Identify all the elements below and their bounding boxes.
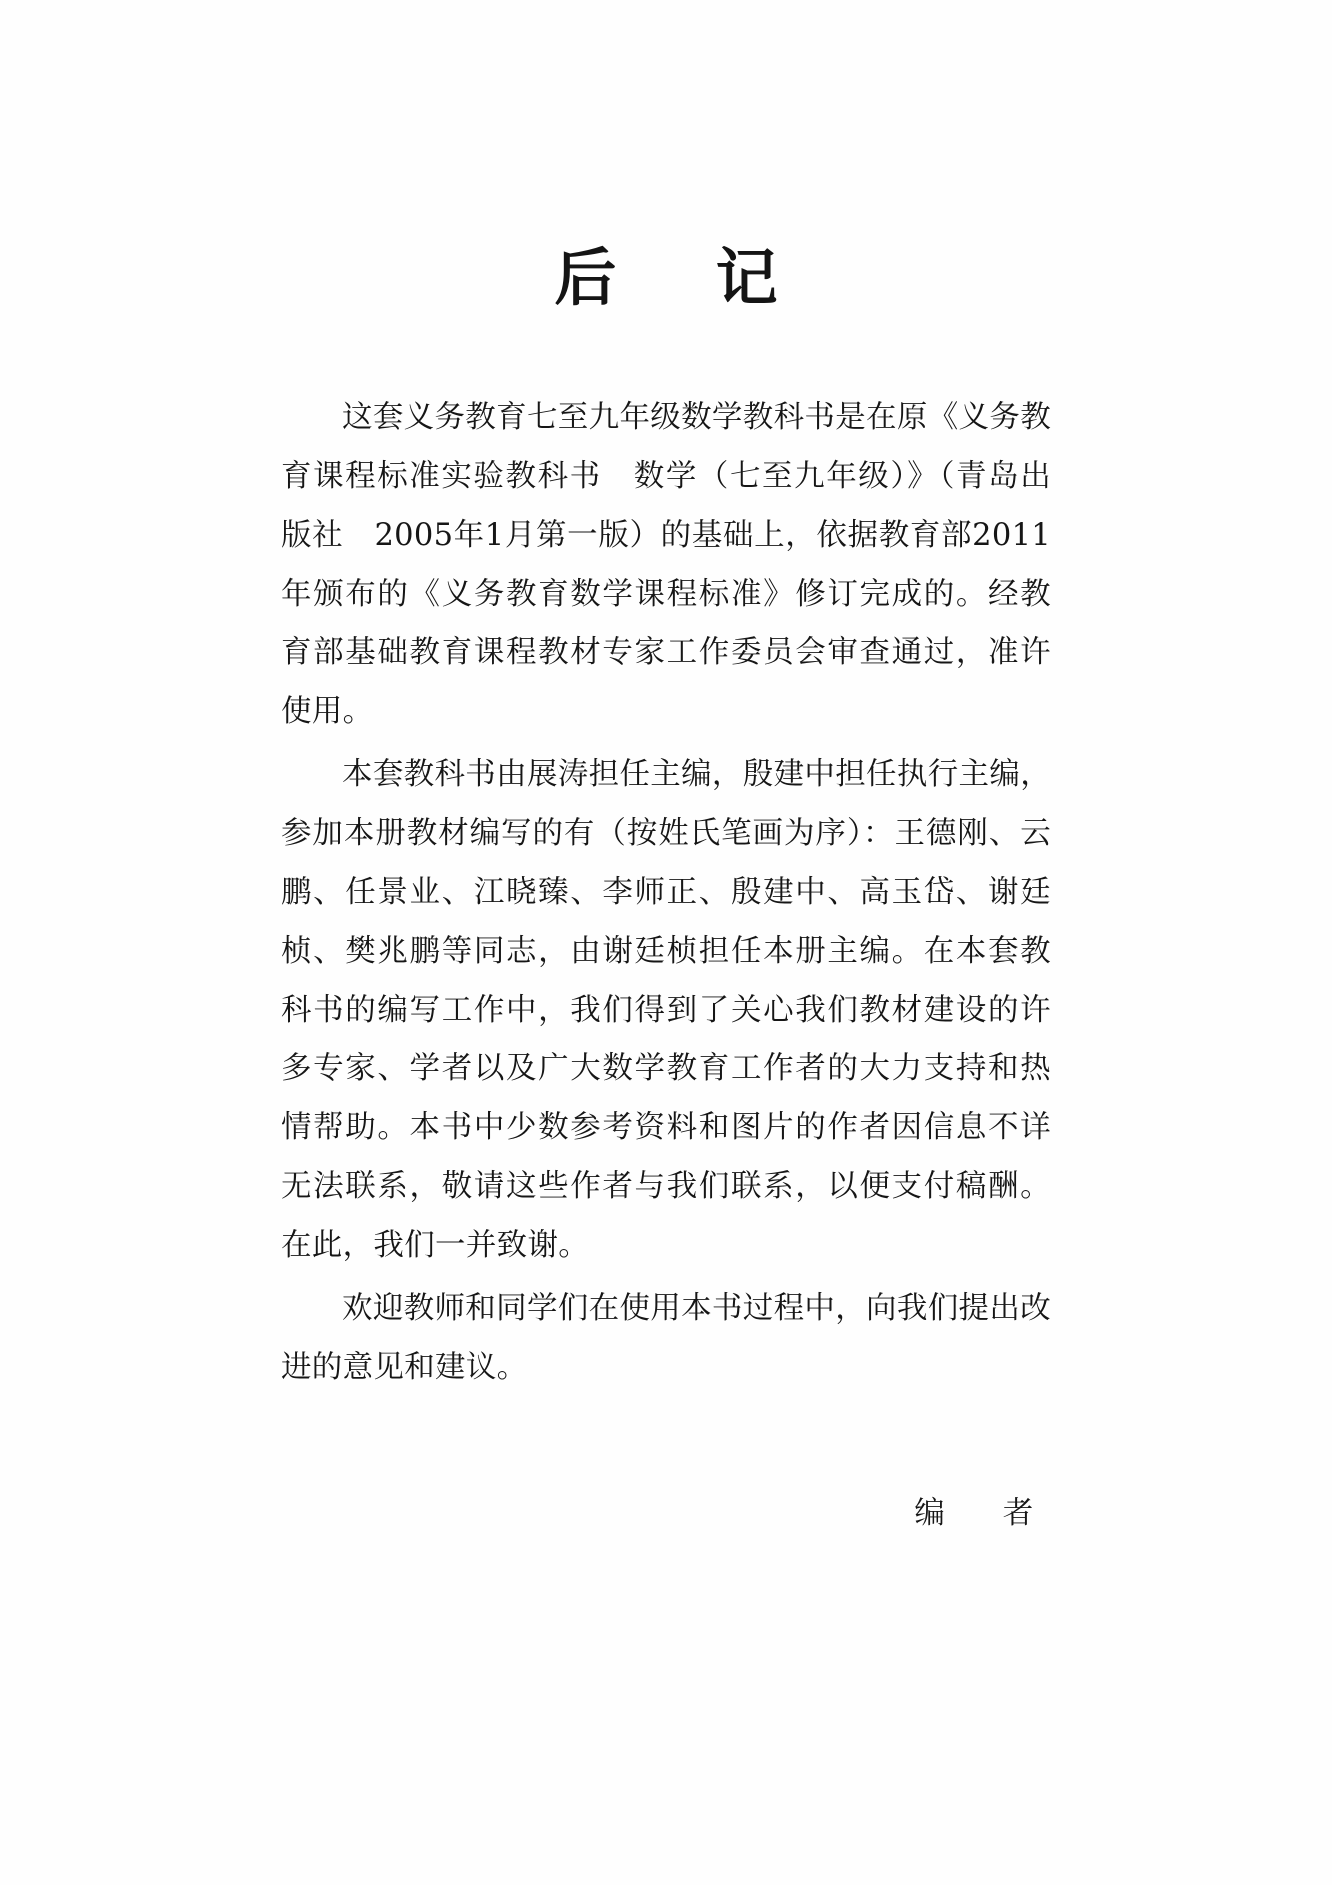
page-title: 后 记 — [554, 241, 797, 314]
signature-text: 编 者 — [914, 1495, 1047, 1531]
body-text-block — [281, 317, 1051, 1398]
signature-line — [281, 1402, 1051, 1532]
paragraph-3: 欢迎教师和同学们在使用本书过程中，向我们提出改进的意见和建议。 — [281, 1290, 1051, 1385]
paragraph-1: 这套义务教育七至九年级数学教科书是在原《义务教育课程标准实验教科书 数学（七至九年级）》（青岛出版社 2005年1月第一版）的基础上，依据教育部2011年颁布的《义务教育数学课程标准》修订完成的。经教育部基础教育课程教材专家工作委员会审查通过，准许使用。 — [281, 400, 1051, 730]
paragraph-2: 本套教科书由展涛担任主编，殷建中担任执行主编，参加本册教材编写的有（按姓氏笔画为序）：王德刚、云鹏、任景业、江晓臻、李师正、殷建中、高玉岱、谢廷桢、樊兆鹏等同志，由谢廷桢担任本册主编。在本套教科书的编写工作中，我们得到了关心我们教材建设的许多专家、学者以及广大数学教育工作者的大力支持和热情帮助。本书中少数参考资料和图片的作者因信息不详无法联系，敬请这些作者与我们联系，以便支付稿酬。在此，我们一并致谢。 — [281, 757, 1051, 1264]
